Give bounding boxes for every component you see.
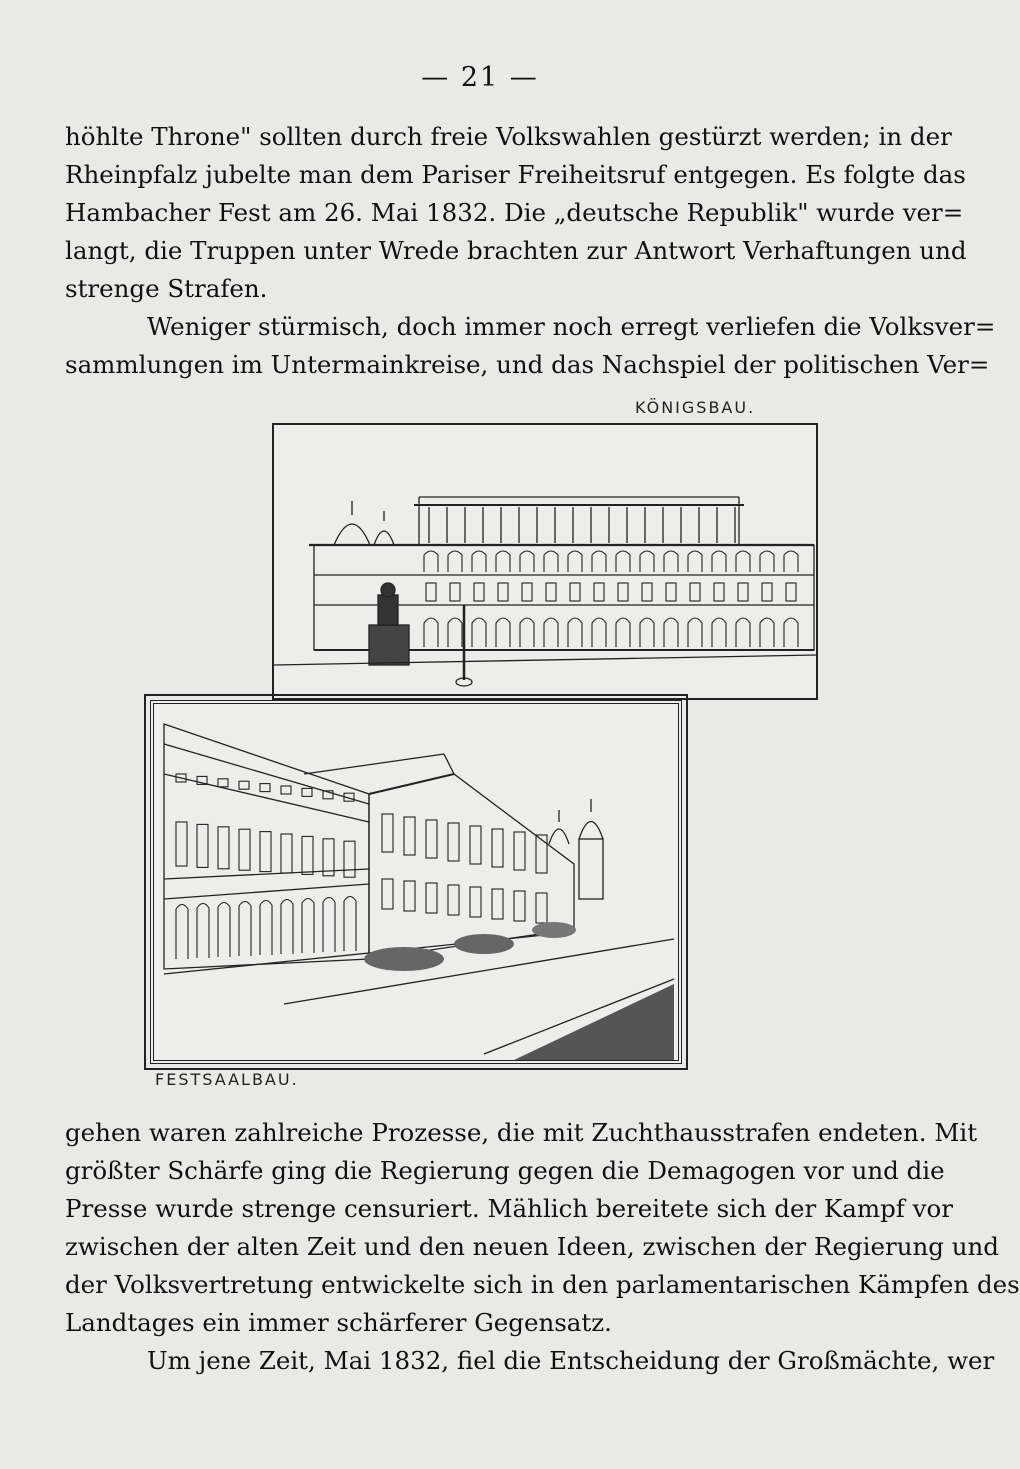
text-line: langt, die Truppen unter Wrede brachten zur Antwort Verhaftungen und xyxy=(65,236,967,265)
window xyxy=(239,829,250,870)
text-line: größter Schärfe ging die Regierung gegen die Demagogen vor und die xyxy=(65,1156,945,1185)
window-arch xyxy=(592,551,606,572)
window-arch xyxy=(688,618,702,647)
festsaalbau-drawing xyxy=(154,704,678,1060)
window xyxy=(404,817,415,855)
window-arch xyxy=(640,618,654,647)
window-arch xyxy=(260,901,272,956)
text-line: sammlungen im Untermainkreise, und das Nachspiel der politischen Ver= xyxy=(65,350,990,379)
window xyxy=(382,814,393,852)
window-arch xyxy=(323,898,335,953)
window-arch xyxy=(302,899,314,954)
window-arch xyxy=(344,897,356,952)
window-arch xyxy=(472,551,486,572)
window-arch xyxy=(616,551,630,572)
window xyxy=(260,832,271,872)
koenigsbau-illustration xyxy=(272,423,818,700)
window-arch xyxy=(520,618,534,647)
window xyxy=(570,583,580,601)
window xyxy=(382,879,393,909)
bottom-paragraph xyxy=(65,1114,1020,1380)
window-arch xyxy=(472,618,486,647)
window xyxy=(666,583,676,601)
text-line: Hambacher Fest am 26. Mai 1832. Die „deutsche Republik" wurde ver= xyxy=(65,198,964,227)
text-line: Rheinpfalz jubelte man dem Pariser Freiheitsruf entgegen. Es folgte das xyxy=(65,160,966,189)
window xyxy=(474,583,484,601)
window xyxy=(426,883,437,913)
window xyxy=(404,881,415,911)
window-arch xyxy=(448,618,462,647)
window xyxy=(470,887,481,917)
window-arch xyxy=(568,551,582,572)
window xyxy=(302,788,312,796)
window xyxy=(786,583,796,601)
window xyxy=(514,832,525,870)
window xyxy=(714,583,724,601)
window-arch xyxy=(281,900,293,955)
window xyxy=(594,583,604,601)
window xyxy=(762,583,772,601)
window-arch xyxy=(424,551,438,572)
text-line: Um jene Zeit, Mai 1832, fiel die Entscheidung der Großmächte, wer xyxy=(147,1346,995,1375)
window-arch xyxy=(239,902,251,957)
window-arch xyxy=(640,551,654,572)
window-arch xyxy=(218,903,230,958)
window xyxy=(197,824,208,867)
text-line: höhlte Throne" sollten durch freie Volkswahlen gestürzt werden; in der xyxy=(65,122,952,151)
text-line: der Volksvertretung entwickelte sich in den parlamentarischen Kämpfen des xyxy=(65,1270,1020,1299)
window xyxy=(426,583,436,601)
window-arch xyxy=(784,618,798,647)
window xyxy=(281,834,292,873)
text-line: Presse wurde strenge censuriert. Mählich bereitete sich der Kampf vor xyxy=(65,1194,953,1223)
text-line: Landtages ein immer schärferer Gegensatz. xyxy=(65,1308,612,1337)
window xyxy=(546,583,556,601)
top-paragraph xyxy=(65,118,996,384)
window xyxy=(344,841,355,877)
window-arch xyxy=(197,904,209,959)
text-line: Weniger stürmisch, doch immer noch erregt verliefen die Volksver= xyxy=(147,312,996,341)
window-arch xyxy=(760,618,774,647)
window-arch xyxy=(176,905,188,960)
window xyxy=(618,583,628,601)
window xyxy=(260,784,270,792)
koenigsbau-drawing xyxy=(274,425,816,698)
window xyxy=(450,583,460,601)
window xyxy=(218,779,228,787)
festsaalbau-caption: FESTSAALBAU. xyxy=(155,1070,299,1089)
window xyxy=(498,583,508,601)
window-arch xyxy=(592,618,606,647)
window xyxy=(492,829,503,867)
window-arch xyxy=(568,618,582,647)
window xyxy=(536,835,547,873)
window-arch xyxy=(712,551,726,572)
window-arch xyxy=(520,551,534,572)
window-arch xyxy=(616,618,630,647)
window-arch xyxy=(688,551,702,572)
window-arch xyxy=(664,551,678,572)
window-arch xyxy=(496,618,510,647)
window-arch xyxy=(544,618,558,647)
window-arch xyxy=(784,551,798,572)
window xyxy=(738,583,748,601)
window-arch xyxy=(664,618,678,647)
text-line: strenge Strafen. xyxy=(65,274,268,303)
window xyxy=(492,889,503,919)
koenigsbau-caption: KÖNIGSBAU. xyxy=(635,398,756,417)
window xyxy=(218,827,229,869)
window xyxy=(536,893,547,923)
page-number: — 21 — xyxy=(421,62,539,93)
window-arch xyxy=(712,618,726,647)
festsaalbau-illustration xyxy=(150,700,682,1064)
window-arch xyxy=(736,551,750,572)
window xyxy=(176,822,187,866)
window xyxy=(470,826,481,864)
window-arch xyxy=(424,618,438,647)
text-line: zwischen der alten Zeit und den neuen Ideen, zwischen der Regierung und xyxy=(65,1232,999,1261)
window xyxy=(448,823,459,861)
window xyxy=(302,836,313,874)
window xyxy=(281,786,291,794)
window-arch xyxy=(736,618,750,647)
window xyxy=(239,781,249,789)
window xyxy=(642,583,652,601)
window-arch xyxy=(544,551,558,572)
window-arch xyxy=(496,551,510,572)
window xyxy=(426,820,437,858)
window xyxy=(448,885,459,915)
window xyxy=(514,891,525,921)
window xyxy=(690,583,700,601)
window-arch xyxy=(448,551,462,572)
window xyxy=(522,583,532,601)
text-line: gehen waren zahlreiche Prozesse, die mit Zuchthausstrafen endeten. Mit xyxy=(65,1118,978,1147)
window-arch xyxy=(760,551,774,572)
